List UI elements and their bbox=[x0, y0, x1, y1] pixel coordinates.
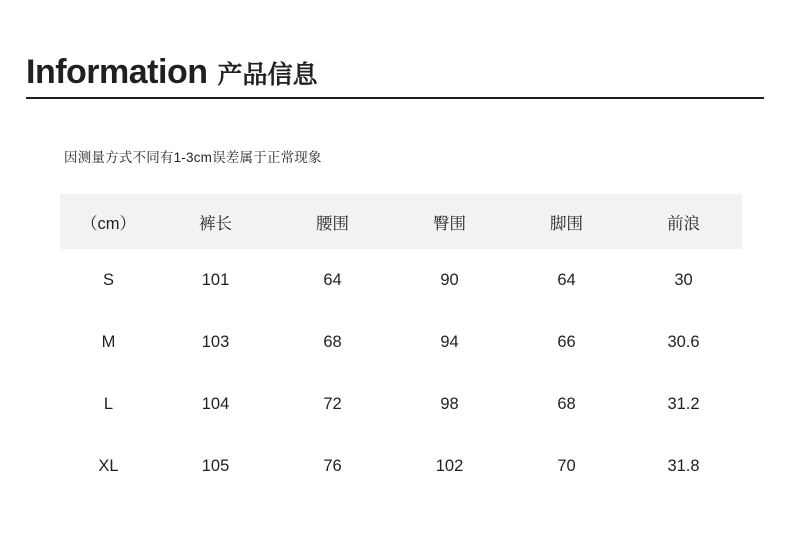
cell-waist: 76 bbox=[323, 456, 342, 475]
page-title-english: Information bbox=[26, 53, 208, 91]
cell-front-rise: 30.6 bbox=[667, 332, 700, 351]
column-header-leg-opening: 脚围 bbox=[550, 214, 583, 233]
cell-waist: 68 bbox=[323, 332, 342, 351]
table-header-row bbox=[60, 194, 742, 249]
size-chart-table bbox=[60, 194, 742, 497]
table-body bbox=[60, 249, 742, 497]
cell-leg-opening: 66 bbox=[557, 332, 576, 351]
cell-hip: 102 bbox=[435, 456, 464, 475]
cell-front-rise: 30 bbox=[674, 270, 693, 289]
cell-front-rise: 31.2 bbox=[667, 394, 700, 413]
cell-front-rise: 31.8 bbox=[667, 456, 700, 475]
page-header bbox=[26, 55, 764, 99]
cell-waist: 64 bbox=[323, 270, 342, 289]
table-row bbox=[60, 373, 742, 435]
cell-waist: 72 bbox=[323, 394, 342, 413]
table-row bbox=[60, 311, 742, 373]
measurement-note: 因测量方式不同有1-3cm误差属于正常现象 bbox=[64, 150, 322, 165]
column-header-pant-length: 裤长 bbox=[199, 214, 232, 233]
cell-size: XL bbox=[98, 456, 119, 475]
cell-leg-opening: 64 bbox=[557, 270, 576, 289]
cell-pant-length: 104 bbox=[201, 394, 230, 413]
cell-pant-length: 101 bbox=[201, 270, 230, 289]
cell-pant-length: 105 bbox=[201, 456, 230, 475]
page-title-chinese: 产品信息 bbox=[217, 61, 318, 89]
cell-hip: 90 bbox=[440, 270, 459, 289]
table-row bbox=[60, 435, 742, 497]
column-header-waist: 腰围 bbox=[316, 214, 349, 233]
cell-pant-length: 103 bbox=[201, 332, 230, 351]
cell-leg-opening: 68 bbox=[557, 394, 576, 413]
cell-hip: 98 bbox=[440, 394, 459, 413]
cell-size: L bbox=[103, 394, 114, 413]
cell-size: M bbox=[101, 332, 116, 351]
cell-size: S bbox=[102, 270, 114, 289]
column-header-front-rise: 前浪 bbox=[667, 214, 700, 233]
column-header-unit: （cm） bbox=[81, 214, 136, 233]
column-header-hip: 臀围 bbox=[433, 214, 466, 233]
cell-hip: 94 bbox=[440, 332, 459, 351]
table-row bbox=[60, 249, 742, 311]
table-header bbox=[60, 194, 742, 249]
cell-leg-opening: 70 bbox=[557, 456, 576, 475]
